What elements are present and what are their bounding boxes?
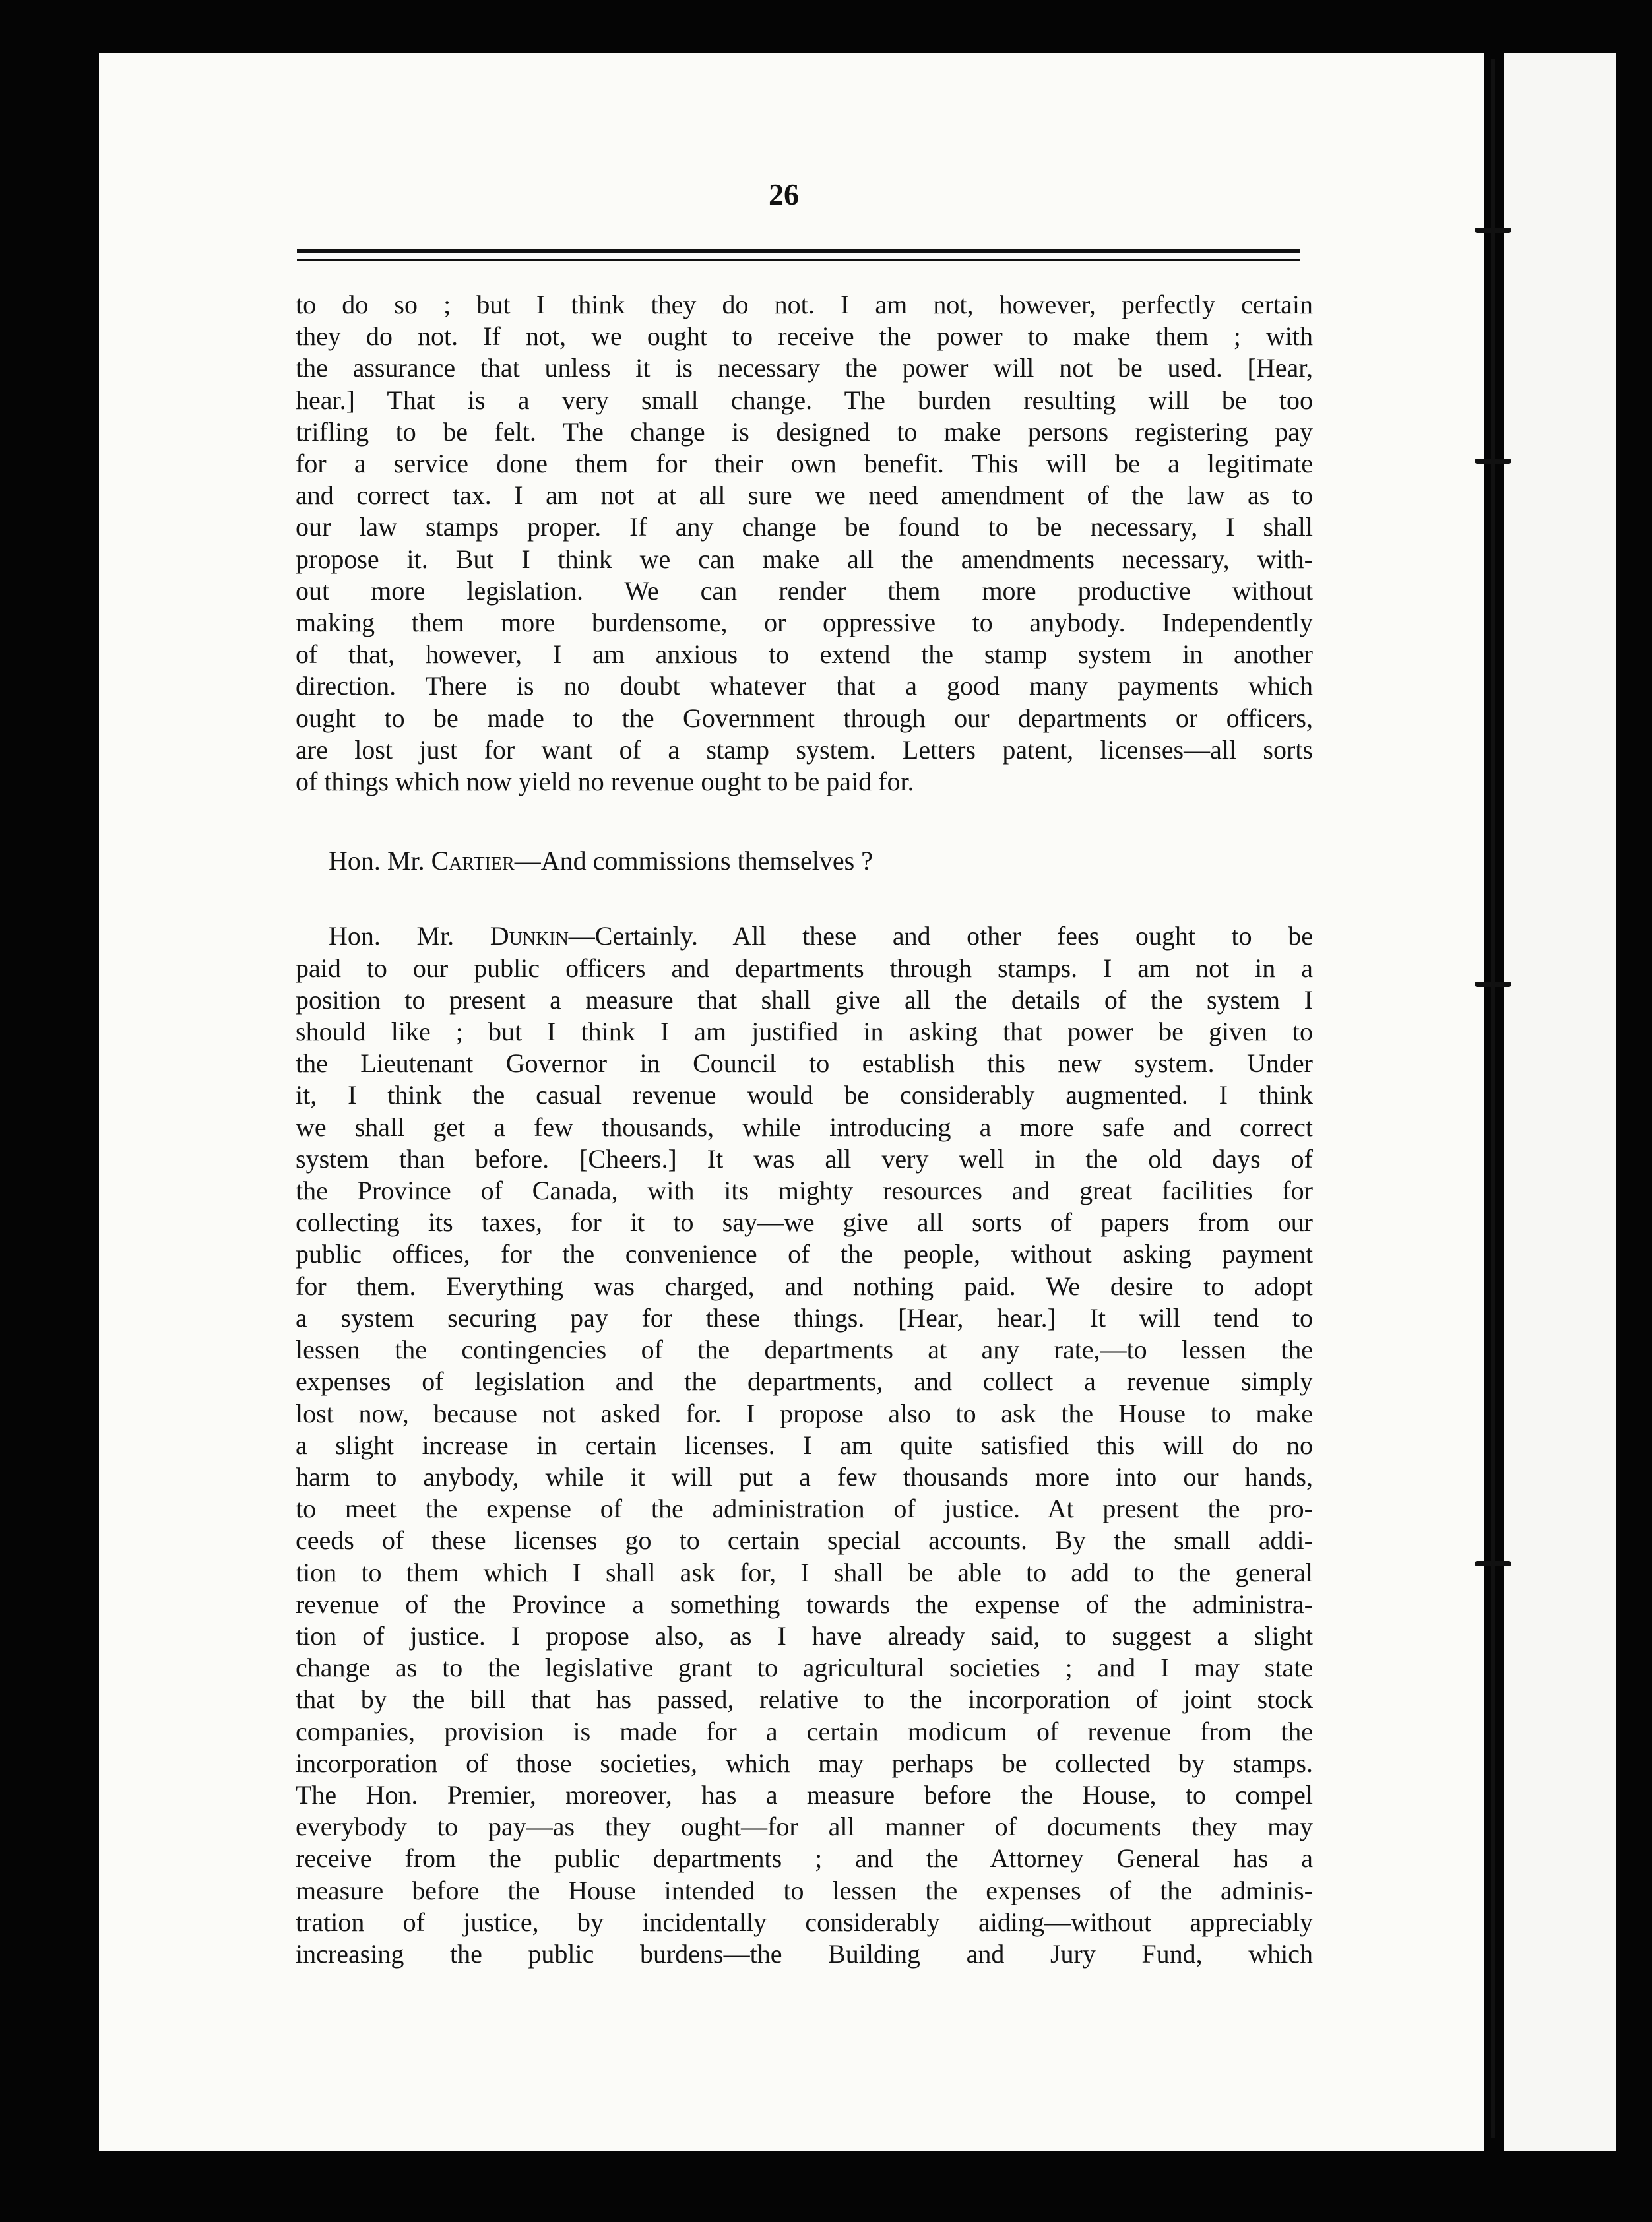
text-line: making them more burdensome, or oppressive to anybody. Independently bbox=[296, 608, 1313, 638]
next-page-edge bbox=[1504, 53, 1616, 2151]
text-line: for a service done them for their own benefit. This will be a legitimate bbox=[296, 449, 1313, 479]
speaker-name: Dunkin bbox=[490, 921, 569, 951]
speaker-line bbox=[296, 920, 1313, 952]
text-line: receive from the public departments ; and the Attorney General has a bbox=[296, 1843, 1313, 1874]
text-line: propose it. But I think we can make all the amendments necessary, with- bbox=[296, 544, 1313, 574]
text-line: expenses of legislation and the departments, and collect a revenue simply bbox=[296, 1366, 1313, 1397]
text-line: tion of justice. I propose also, as I have already said, to suggest a slight bbox=[296, 1620, 1313, 1651]
text-line: paid to our public officers and departments through stamps. I am not in a bbox=[296, 953, 1313, 983]
speaker-line bbox=[329, 845, 1313, 877]
header-rule bbox=[297, 249, 1300, 253]
text-line: for them. Everything was charged, and nothing paid. We desire to adopt bbox=[296, 1271, 1313, 1301]
binding-tick bbox=[1475, 459, 1511, 464]
body-text bbox=[296, 289, 1313, 1970]
text-line: revenue of the Province a something towards the expense of the administra- bbox=[296, 1589, 1313, 1619]
text-line: tration of justice, by incidentally considerably aiding—without appreciably bbox=[296, 1907, 1313, 1937]
text-line: of that, however, I am anxious to extend the stamp system in another bbox=[296, 639, 1313, 670]
text-line: public offices, for the convenience of the people, without asking payment bbox=[296, 1239, 1313, 1269]
text-line: trifling to be felt. The change is designed to make persons registering pay bbox=[296, 416, 1313, 447]
text-line: the Lieutenant Governor in Council to establish this new system. Under bbox=[296, 1048, 1313, 1079]
text-line: that by the bill that has passed, relative to the incorporation of joint stock bbox=[296, 1684, 1313, 1715]
text-line: our law stamps proper. If any change be found to be necessary, I shall bbox=[296, 512, 1313, 542]
paragraph-2 bbox=[296, 845, 1313, 877]
text-line: lessen the contingencies of the departments at any rate,—to lessen the bbox=[296, 1335, 1313, 1365]
text-line: lost now, because not asked for. I propose also to ask the House to make bbox=[296, 1398, 1313, 1428]
paragraph-3 bbox=[296, 920, 1313, 1970]
text-line: it, I think the casual revenue would be considerably augmented. I think bbox=[296, 1080, 1313, 1110]
text-line: everybody to pay—as they ought—for all manner of documents they may bbox=[296, 1812, 1313, 1842]
text-line: direction. There is no doubt whatever that a good many payments which bbox=[296, 671, 1313, 701]
binding-tick bbox=[1475, 1561, 1511, 1566]
text-line: The Hon. Premier, moreover, has a measure before the House, to compel bbox=[296, 1779, 1313, 1810]
speaker-name: Cartier bbox=[431, 846, 515, 876]
binding-tick bbox=[1475, 228, 1511, 233]
text-line: system than before. [Cheers.] It was all very well in the old days of bbox=[296, 1143, 1313, 1174]
text-line: ceeds of these licenses go to certain special accounts. By the small addi- bbox=[296, 1525, 1313, 1556]
speech-text: —And commissions themselves ? bbox=[514, 846, 873, 876]
speaker-title: Hon. Mr. bbox=[329, 846, 431, 876]
text-line: measure before the House intended to lessen the expenses of the adminis- bbox=[296, 1875, 1313, 1905]
text-line: and correct tax. I am not at all sure we need amendment of the law as to bbox=[296, 480, 1313, 511]
text-line: companies, provision is made for a certain modicum of revenue from the bbox=[296, 1716, 1313, 1746]
speech-text: —Certainly. All these and other fees ought to be bbox=[568, 921, 1313, 951]
text-line: collecting its taxes, for it to say—we give all sorts of papers from our bbox=[296, 1207, 1313, 1238]
text-line: hear.] That is a very small change. The burden resulting will be too bbox=[296, 385, 1313, 415]
text-line: tion to them which I shall ask for, I shall be able to add to the general bbox=[296, 1557, 1313, 1587]
text-line: increasing the public burdens—the Building and Jury Fund, which bbox=[296, 1938, 1313, 1969]
header-rule-thin bbox=[297, 259, 1300, 261]
text-line: of things which now yield no revenue ought to be paid for. bbox=[296, 767, 914, 797]
binding-spine-line bbox=[1491, 59, 1495, 2138]
text-line: they do not. If not, we ought to receive the power to make them ; with bbox=[296, 321, 1313, 352]
speaker-title: Hon. Mr. bbox=[329, 921, 490, 951]
text-line: ought to be made to the Government through our departments or officers, bbox=[296, 703, 1313, 733]
paragraph-1 bbox=[296, 289, 1313, 798]
text-line: harm to anybody, while it will put a few thousands more into our hands, bbox=[296, 1461, 1313, 1492]
text-line: the assurance that unless it is necessary the power will not be used. [Hear, bbox=[296, 353, 1313, 383]
text-line: to meet the expense of the administration of justice. At present the pro- bbox=[296, 1494, 1313, 1524]
text-line: out more legislation. We can render them more productive without bbox=[296, 575, 1313, 606]
page-number: 26 bbox=[769, 177, 799, 211]
text-line: incorporation of those societies, which may perhaps be collected by stamps. bbox=[296, 1748, 1313, 1778]
text-line: are lost just for want of a stamp system. Letters patent, licenses—all sorts bbox=[296, 734, 1313, 765]
text-line: we shall get a few thousands, while introducing a more safe and correct bbox=[296, 1112, 1313, 1142]
binding-tick bbox=[1475, 982, 1511, 987]
text-line: should like ; but I think I am justified in asking that power be given to bbox=[296, 1017, 1313, 1047]
text-line: the Province of Canada, with its mighty resources and great facilities for bbox=[296, 1176, 1313, 1206]
text-line: change as to the legislative grant to agricultural societies ; and I may state bbox=[296, 1653, 1313, 1683]
text-line: to do so ; but I think they do not. I am not, however, perfectly certain bbox=[296, 290, 1313, 319]
text-line: a slight increase in certain licenses. I am quite satisfied this will do no bbox=[296, 1430, 1313, 1460]
text-line: a system securing pay for these things. [Hear, hear.] It will tend to bbox=[296, 1302, 1313, 1333]
text-line: position to present a measure that shall give all the details of the system I bbox=[296, 984, 1313, 1015]
